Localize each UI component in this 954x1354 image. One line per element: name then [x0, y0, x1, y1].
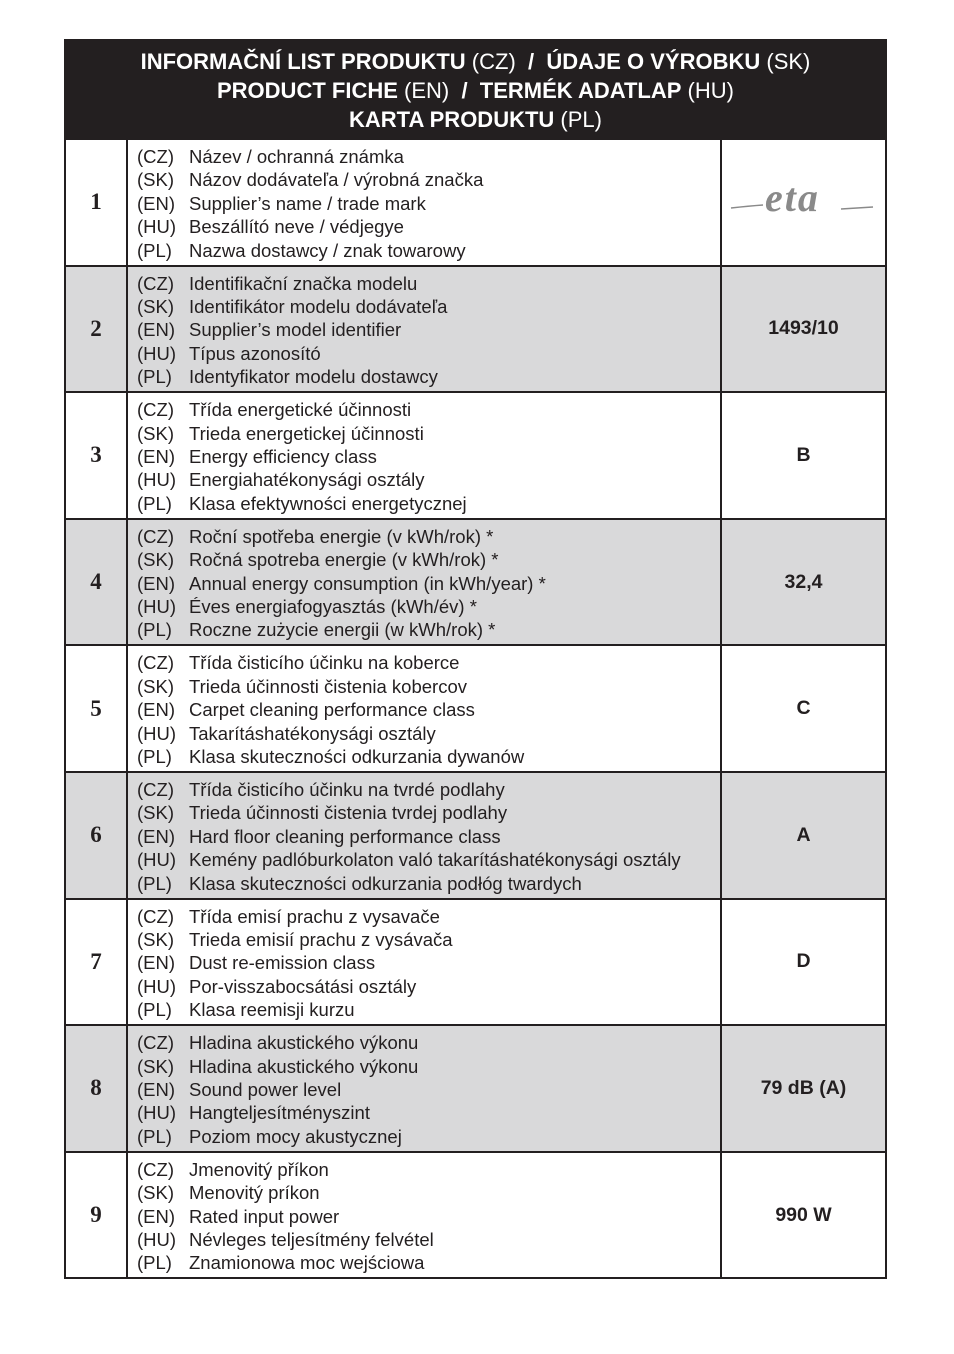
language-code: (EN) [137, 699, 176, 721]
row-value: 79 dB (A) [760, 1076, 847, 1099]
label-text: Kemény padlóburkolaton való takarításhatékonysági osztály [189, 849, 681, 871]
label-text: Carpet cleaning performance class [189, 699, 475, 721]
language-code: (PL) [137, 999, 172, 1021]
table-row [66, 265, 885, 392]
language-code: (EN) [137, 319, 176, 341]
label-line [137, 1181, 720, 1204]
label-text: Roczne zużycie energii (w kWh/rok) * [189, 619, 496, 641]
label-line [137, 975, 720, 998]
language-code: (SK) [137, 296, 174, 317]
table-row [66, 391, 885, 518]
language-code: (PL) [137, 1252, 172, 1274]
header-title-pl: KARTA PRODUKTU [348, 107, 555, 132]
label-line [137, 722, 720, 745]
row-labels [128, 900, 722, 1025]
label-text: Třída energetické účinnosti [189, 399, 412, 421]
label-line [137, 1158, 720, 1181]
header-line-2 [66, 76, 885, 105]
table-row [66, 518, 885, 645]
label-line [137, 272, 720, 295]
header-title-sk: / ÚDAJE O VÝROBKU [515, 49, 761, 74]
label-text: Třída čisticího účinku na tvrdé podlahy [189, 778, 505, 800]
label-line [137, 572, 720, 595]
label-text: Energy efficiency class [189, 446, 377, 467]
language-code: (PL) [137, 239, 172, 261]
language-code: (CZ) [137, 652, 174, 674]
label-text: Znamionowa moc wejściowa [189, 1252, 425, 1274]
label-text: Annual energy consumption (in kWh/year) * [189, 572, 546, 594]
language-code: (EN) [137, 825, 176, 847]
label-line [137, 801, 720, 824]
row-labels [128, 267, 722, 392]
label-line [137, 239, 720, 262]
language-code: (EN) [137, 572, 176, 594]
language-code: (HU) [137, 596, 177, 617]
language-code: (PL) [137, 1125, 172, 1147]
label-line [137, 1125, 720, 1148]
language-code: (HU) [137, 342, 177, 364]
language-code: (HU) [137, 216, 177, 238]
table-row [66, 138, 885, 265]
row-number: 9 [66, 1153, 128, 1278]
language-code: (EN) [137, 446, 176, 467]
row-number: 6 [66, 773, 128, 898]
language-code: (HU) [137, 1228, 177, 1250]
row-value: C [796, 697, 811, 720]
label-text: Trieda energetickej účinnosti [189, 422, 424, 444]
row-value: D [796, 950, 811, 973]
label-line [137, 675, 720, 698]
label-text: Identifikační značka modelu [189, 272, 418, 294]
label-line [137, 215, 720, 238]
label-text: Název / ochranná známka [189, 146, 404, 167]
row-value: B [796, 443, 811, 466]
label-line [137, 422, 720, 445]
label-text: Jmenovitý příkon [189, 1158, 329, 1180]
label-text: Identyfikator modelu dostawcy [189, 366, 438, 388]
label-line [137, 1101, 720, 1124]
label-line [137, 618, 720, 641]
row-value: 1493/10 [768, 317, 839, 340]
row-labels [128, 393, 722, 518]
language-code: (CZ) [137, 905, 174, 927]
table-header [66, 41, 885, 138]
label-text: Roční spotřeba energie (v kWh/rok) * [189, 525, 494, 547]
language-code: (EN) [137, 192, 176, 214]
label-line [137, 1251, 720, 1274]
label-line [137, 872, 720, 895]
row-labels [128, 1026, 722, 1151]
header-line-1 [66, 47, 885, 76]
label-text: Klasa skuteczności odkurzania dywanów [189, 746, 525, 767]
language-code: (HU) [137, 849, 177, 871]
label-line [137, 295, 720, 318]
language-code: (SK) [137, 422, 174, 444]
header-code-sk: (SK) [760, 49, 811, 74]
label-text: Třída emisí prachu z vysavače [189, 905, 440, 927]
row-labels [128, 1153, 722, 1278]
language-code: (PL) [137, 619, 172, 641]
label-text: Rated input power [189, 1205, 340, 1227]
row-number: 5 [66, 646, 128, 771]
header-title-cz: INFORMAČNÍ LIST PRODUKTU [140, 49, 466, 74]
row-number: 8 [66, 1026, 128, 1151]
label-line [137, 145, 720, 168]
table-row [66, 1151, 885, 1278]
row-number: 4 [66, 520, 128, 645]
label-line [137, 468, 720, 491]
language-code: (HU) [137, 722, 177, 744]
language-code: (PL) [137, 492, 172, 514]
row-value: 990 W [775, 1203, 832, 1226]
header-code-cz: (CZ) [465, 49, 516, 74]
label-text: Beszállító neve / védjegye [189, 216, 404, 238]
language-code: (CZ) [137, 272, 174, 294]
label-text: Trieda emisií prachu z vysávača [189, 928, 453, 950]
table-row [66, 898, 885, 1025]
label-line [137, 951, 720, 974]
row-labels [128, 520, 722, 645]
label-line [137, 825, 720, 848]
label-line [137, 1205, 720, 1228]
svg-text:eta: eta [764, 182, 820, 221]
table-body [66, 138, 885, 1277]
language-code: (EN) [137, 1078, 176, 1100]
label-line [137, 1031, 720, 1054]
label-line [137, 548, 720, 571]
language-code: (SK) [137, 1055, 174, 1077]
label-line [137, 595, 720, 618]
row-value: A [796, 823, 811, 846]
label-text: Třída čisticího účinku na koberce [189, 652, 460, 674]
language-code: (EN) [137, 952, 176, 974]
label-line [137, 1078, 720, 1101]
label-line [137, 998, 720, 1021]
label-text: Identifikátor modelu dodávateľa [189, 296, 448, 317]
label-text: Nazwa dostawcy / znak towarowy [189, 239, 466, 261]
language-code: (SK) [137, 802, 174, 824]
language-code: (SK) [137, 1182, 174, 1204]
product-fiche-table [64, 39, 887, 1279]
label-line [137, 698, 720, 721]
label-line [137, 398, 720, 421]
header-code-pl: (PL) [554, 107, 602, 132]
label-line [137, 1228, 720, 1251]
language-code: (SK) [137, 928, 174, 950]
label-line [137, 848, 720, 871]
row-value: 32,4 [784, 570, 823, 593]
label-text: Energiahatékonysági osztály [189, 469, 425, 491]
label-line [137, 318, 720, 341]
language-code: (SK) [137, 549, 174, 571]
label-text: Názov dodávateľa / výrobná značka [189, 169, 484, 191]
language-code: (PL) [137, 366, 172, 388]
label-text: Klasa reemisji kurzu [189, 999, 355, 1021]
label-text: Menovitý príkon [189, 1182, 320, 1204]
label-text: Dust re-emission class [189, 952, 376, 974]
language-code: (CZ) [137, 146, 174, 167]
language-code: (HU) [137, 469, 177, 491]
language-code: (CZ) [137, 778, 174, 800]
label-text: Hard floor cleaning performance class [189, 825, 501, 847]
label-line [137, 365, 720, 388]
label-text: Trieda účinnosti čistenia kobercov [189, 675, 467, 697]
table-row [66, 771, 885, 898]
language-code: (CZ) [137, 525, 174, 547]
label-line [137, 525, 720, 548]
label-text: Supplier’s model identifier [189, 319, 402, 341]
label-text: Éves energiafogyasztás (kWh/év) * [189, 596, 477, 617]
label-text: Típus azonosító [189, 342, 321, 364]
label-line [137, 1055, 720, 1078]
label-text: Hangteljesítményszint [189, 1102, 370, 1124]
header-title-en: PRODUCT FICHE [217, 78, 398, 103]
label-text: Takarításhatékonysági osztály [189, 722, 436, 744]
header-code-hu: (HU) [681, 78, 734, 103]
language-code: (PL) [137, 746, 172, 767]
table-row [66, 644, 885, 771]
label-text: Hladina akustického výkonu [189, 1055, 419, 1077]
language-code: (SK) [137, 169, 174, 191]
label-text: Ročná spotreba energie (v kWh/rok) * [189, 549, 499, 571]
header-code-en: (EN) [397, 78, 450, 103]
language-code: (EN) [137, 1205, 176, 1227]
table-row [66, 1024, 885, 1151]
label-text: Sound power level [189, 1078, 342, 1100]
language-code: (CZ) [137, 1032, 174, 1054]
label-text: Supplier’s name / trade mark [189, 192, 426, 214]
header-line-3 [66, 105, 885, 134]
label-line [137, 168, 720, 191]
label-text: Névleges teljesítmény felvétel [189, 1228, 434, 1250]
row-number: 7 [66, 900, 128, 1025]
label-line [137, 342, 720, 365]
language-code: (CZ) [137, 399, 174, 421]
label-line [137, 445, 720, 468]
label-text: Poziom mocy akustycznej [189, 1125, 402, 1147]
label-text: Hladina akustického výkonu [189, 1032, 419, 1054]
header-title-hu: / TERMÉK ADATLAP [449, 78, 682, 103]
label-text: Klasa efektywności energetycznej [189, 492, 467, 514]
language-code: (PL) [137, 872, 172, 894]
label-text: Klasa skuteczności odkurzania podłóg twardych [189, 872, 582, 894]
label-text: Trieda účinnosti čistenia tvrdej podlahy [189, 802, 508, 824]
label-line [137, 905, 720, 928]
row-number: 2 [66, 267, 128, 392]
language-code: (HU) [137, 1102, 177, 1124]
label-line [137, 651, 720, 674]
label-line [137, 492, 720, 515]
language-code: (HU) [137, 975, 177, 997]
label-line [137, 778, 720, 801]
eta-logo-icon [729, 182, 879, 222]
label-line [137, 745, 720, 768]
language-code: (SK) [137, 675, 174, 697]
label-line [137, 928, 720, 951]
label-text: Por-visszabocsátási osztály [189, 975, 417, 997]
label-line [137, 192, 720, 215]
row-labels [128, 140, 722, 265]
row-number: 1 [66, 140, 128, 265]
brand-logo [722, 140, 885, 265]
language-code: (CZ) [137, 1158, 174, 1180]
row-labels [128, 646, 722, 771]
row-labels [128, 773, 722, 898]
row-number: 3 [66, 393, 128, 518]
